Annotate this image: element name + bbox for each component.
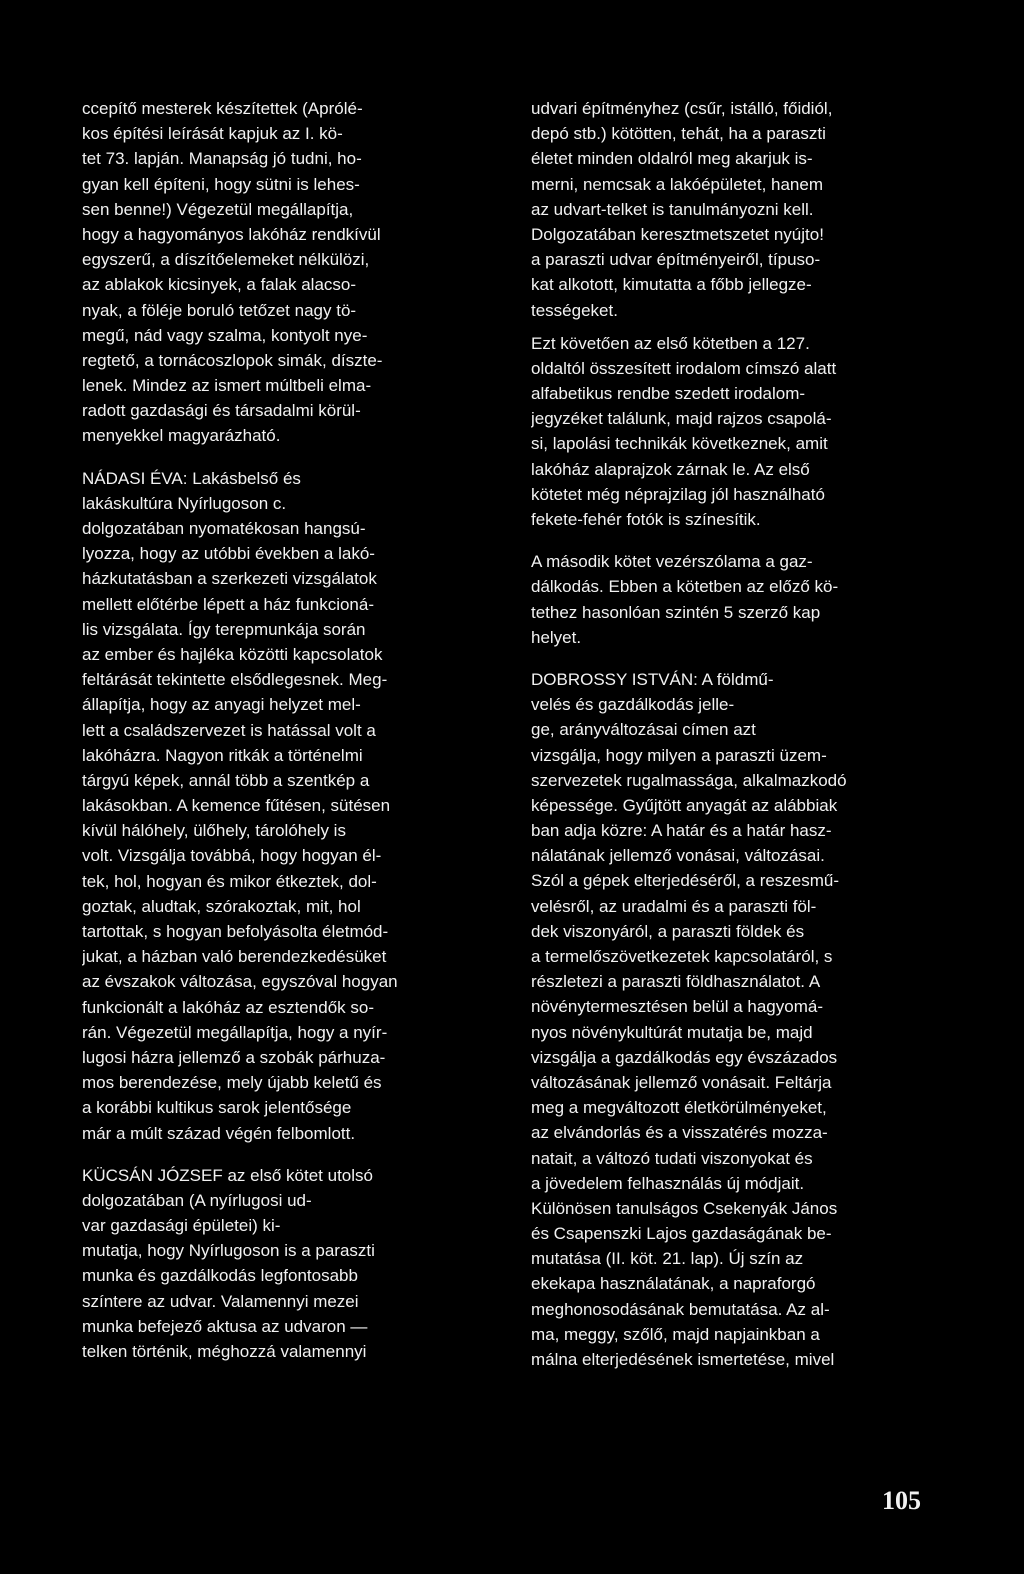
text-line: az évszakok változása, egyszóval hogyan xyxy=(82,972,398,992)
text-line: oldaltól összesített irodalom címszó alatt xyxy=(531,358,837,378)
text-line: menyekkel magyarázható. xyxy=(82,426,281,446)
text-line: dolgozatában (A nyírlugosi ud- xyxy=(82,1190,312,1210)
text-line: képessége. Gyűjtött anyagát az alábbiak xyxy=(531,795,838,815)
text-line: fekete-fehér fotók is színesítik. xyxy=(531,510,761,529)
paragraph-gap xyxy=(531,650,949,667)
text-line: munka és gazdálkodás legfontosabb xyxy=(82,1266,358,1286)
text-line: lakásokban. A kemence fűtésen, sütésen xyxy=(82,796,391,816)
text-line: az ablakok kicsinyek, a falak alacso- xyxy=(82,275,357,295)
text-line: a jövedelem felhasználás új módjait. xyxy=(531,1173,805,1193)
text-line: mutatása (II. köt. 21. lap). Új szín az xyxy=(531,1249,804,1269)
text-line: velésről, az uradalmi és a paraszti föl- xyxy=(531,896,817,916)
text-line: sen benne!) Végezetül megállapítja, xyxy=(82,199,354,219)
text-line: ma, meggy, szőlő, majd napjainkban a xyxy=(531,1324,820,1344)
text-line: lakáskultúra Nyírlugoson c. xyxy=(82,493,287,513)
text-line: kat alkotott, kimutatta a főbb jellegze- xyxy=(531,275,812,295)
text-line: az ember és hajléka közötti kapcsolatok xyxy=(82,644,383,664)
text-line: funkcionált a lakóház az esztendők so- xyxy=(82,997,375,1017)
text-line: mutatja, hogy Nyírlugoson is a paraszti xyxy=(82,1241,375,1261)
paragraph xyxy=(82,466,500,1146)
text-line: KÜCSÁN JÓZSEF az első kötet utolsó xyxy=(82,1165,373,1185)
text-line: munka befejező aktusa az udvaron — xyxy=(82,1316,368,1336)
text-line: DOBROSSY ISTVÁN: A földmű- xyxy=(531,669,774,689)
text-line: az elvándorlás és a visszatérés mozza- xyxy=(531,1123,828,1143)
paragraph-gap xyxy=(531,532,949,549)
text-line: volt. Vizsgálja továbbá, hogy hogyan él- xyxy=(82,846,382,866)
text-line: var gazdasági épületei) ki- xyxy=(82,1216,281,1236)
paragraph xyxy=(531,549,949,650)
text-line: dek viszonyáról, a paraszti földek és xyxy=(531,921,805,941)
text-line: Ezt követően az első kötetben a 127. xyxy=(531,333,810,353)
text-line: a termelőszövetkezetek kapcsolatáról, s xyxy=(531,947,833,966)
text-line: goztak, aludtak, szórakoztak, mit, hol xyxy=(82,896,361,916)
text-line: már a múlt század végén felbomlott. xyxy=(82,1123,356,1143)
text-line: részletezi a paraszti földhasználatot. A xyxy=(531,972,821,992)
text-line: a paraszti udvar építményeiről, típuso- xyxy=(531,250,821,270)
text-line: regtető, a tornácoszlopok simák, díszte- xyxy=(82,350,383,370)
text-line: kívül hálóhely, ülőhely, tárolóhely is xyxy=(82,821,346,841)
text-line: életet minden oldalról meg akarjuk is- xyxy=(531,149,813,169)
text-line: udvari építményhez (csűr, istálló, főidiól, xyxy=(531,99,833,118)
text-line: lett a családszervezet is hatással volt a xyxy=(82,720,376,740)
text-line: tességeket. xyxy=(531,300,618,320)
text-line: nálatának jellemző vonásai, változásai. xyxy=(531,846,825,866)
paragraph-gap xyxy=(82,1146,500,1163)
text-line: vizsgálja a gazdálkodás egy évszázados xyxy=(531,1047,838,1067)
text-line: és Csapenszki Lajos gazdaságának be- xyxy=(531,1224,832,1244)
text-line: ge, arányváltozásai címen azt xyxy=(531,720,756,740)
paragraph xyxy=(531,667,949,1372)
text-line: lugosi házra jellemző a szobák párhuza- xyxy=(82,1047,386,1067)
text-line: meghonosodásának bemutatása. Az al- xyxy=(531,1299,830,1319)
text-line: lakóház alaprajzok zárnak le. Az első xyxy=(531,459,810,479)
text-line: alfabetikus rendbe szedett irodalom- xyxy=(531,384,806,404)
text-line: dolgozatában nyomatékosan hangsú- xyxy=(82,519,366,538)
text-line: házkutatásban a szerkezeti vizsgálatok xyxy=(82,569,377,589)
text-line: si, lapolási technikák következnek, amit xyxy=(531,434,828,454)
page-number: 105 xyxy=(882,1486,921,1515)
text-line: meg a megváltozott életkörülményeket, xyxy=(531,1098,827,1118)
text-line: tet 73. lapján. Manapság jó tudni, ho- xyxy=(82,149,362,169)
text-line: lyozza, hogy az utóbbi években a lakó- xyxy=(82,544,375,564)
text-line: merni, nemcsak a lakóépületet, hanem xyxy=(531,174,823,194)
text-line: mellett előtérbe lépett a ház funkcioná- xyxy=(82,594,375,614)
text-line: lenek. Mindez az ismert múltbeli elma- xyxy=(82,376,372,396)
paragraph xyxy=(82,1163,500,1365)
text-line: kötetet még néprajzilag jól használható xyxy=(531,484,825,504)
text-line: lakóházra. Nagyon ritkák a történelmi xyxy=(82,745,363,765)
text-line: vizsgálja, hogy milyen a paraszti üzem- xyxy=(531,745,827,765)
text-line: rán. Végezetül megállapítja, hogy a nyír- xyxy=(82,1022,388,1042)
text-line: ekekapa használatának, a napraforgó xyxy=(531,1274,816,1294)
text-line: növénytermesztésen belül a hagyomá- xyxy=(531,997,823,1017)
text-line: tartottak, s hogyan befolyásolta életmód- xyxy=(82,922,389,941)
text-line: nyos növénykultúrát mutatja be, majd xyxy=(531,1022,813,1042)
text-line: natait, a változó tudati viszonyokat és xyxy=(531,1148,813,1168)
text-line: velés és gazdálkodás jelle- xyxy=(531,695,735,715)
text-line: tek, hol, hogyan és mikor étkeztek, dol- xyxy=(82,871,377,891)
text-line: dálkodás. Ebben a kötetben az előző kö- xyxy=(531,577,839,597)
text-line: lis vizsgálata. Így terepmunkája során xyxy=(82,619,366,639)
text-line: tárgyú képek, annál több a szentkép a xyxy=(82,770,370,790)
text-line: mos berendezése, mely újabb keletű és xyxy=(82,1073,382,1093)
text-line: egyszerű, a díszítőelemeket nélkülözi, xyxy=(82,250,370,270)
text-line: változásának jellemző vonásait. Feltárja xyxy=(531,1072,832,1092)
text-line: színtere az udvar. Valamennyi mezei xyxy=(82,1291,359,1311)
text-line: málna elterjedésének ismertetése, mivel xyxy=(531,1350,835,1369)
text-line: A második kötet vezérszólama a gaz- xyxy=(531,552,813,572)
text-line: helyet. xyxy=(531,627,582,647)
text-line: megű, nád vagy szalma, kontyolt nye- xyxy=(82,325,368,345)
text-line: NÁDASI ÉVA: Lakásbelső és xyxy=(82,468,301,488)
text-line: ccepítő mesterek készítettek (Aprólé- xyxy=(82,99,363,118)
text-line: radott gazdasági és társadalmi körül- xyxy=(82,401,361,421)
text-line: Dolgozatában keresztmetszetet nyújto! xyxy=(531,224,824,244)
text-line: Különösen tanulságos Csekenyák János xyxy=(531,1198,838,1218)
text-line: gyan kell építeni, hogy sütni is lehes- xyxy=(82,174,360,194)
text-line: tethez hasonlóan szintén 5 szerző kap xyxy=(531,602,821,622)
text-line: ban adja közre: A határ és a határ hasz- xyxy=(531,821,832,841)
text-line: jegyzéket találunk, majd rajzos csapolá- xyxy=(531,409,832,429)
text-line: az udvart-telket is tanulmányozni kell. xyxy=(531,199,814,219)
text-line: szervezetek rugalmassága, alkalmazkodó xyxy=(531,770,847,790)
text-line: telken történik, méghozzá valamennyi xyxy=(82,1342,367,1361)
text-line: állapítja, hogy az anyagi helyzet mel- xyxy=(82,695,361,715)
text-line: a korábbi kultikus sarok jelentősége xyxy=(82,1098,352,1118)
right-column xyxy=(531,96,949,1372)
paragraph xyxy=(82,96,500,449)
text-line: nyak, a föléje boruló tetőzet nagy tö- xyxy=(82,300,357,320)
text-line: Szól a gépek elterjedéséről, a reszesmű- xyxy=(531,871,840,891)
paragraph xyxy=(531,96,949,323)
text-line: depó stb.) kötötten, tehát, ha a paraszti xyxy=(531,124,826,144)
text-line: feltárását tekintette elsődlegesnek. Meg- xyxy=(82,670,388,690)
left-column xyxy=(82,96,500,1364)
paragraph xyxy=(531,331,949,533)
paragraph-gap xyxy=(82,449,500,466)
text-line: kos építési leírását kapjuk az I. kö- xyxy=(82,124,343,144)
text-line: hogy a hagyományos lakóház rendkívül xyxy=(82,224,381,244)
text-line: jukat, a házban való berendezkedésüket xyxy=(82,947,387,967)
paragraph-gap xyxy=(531,323,949,331)
